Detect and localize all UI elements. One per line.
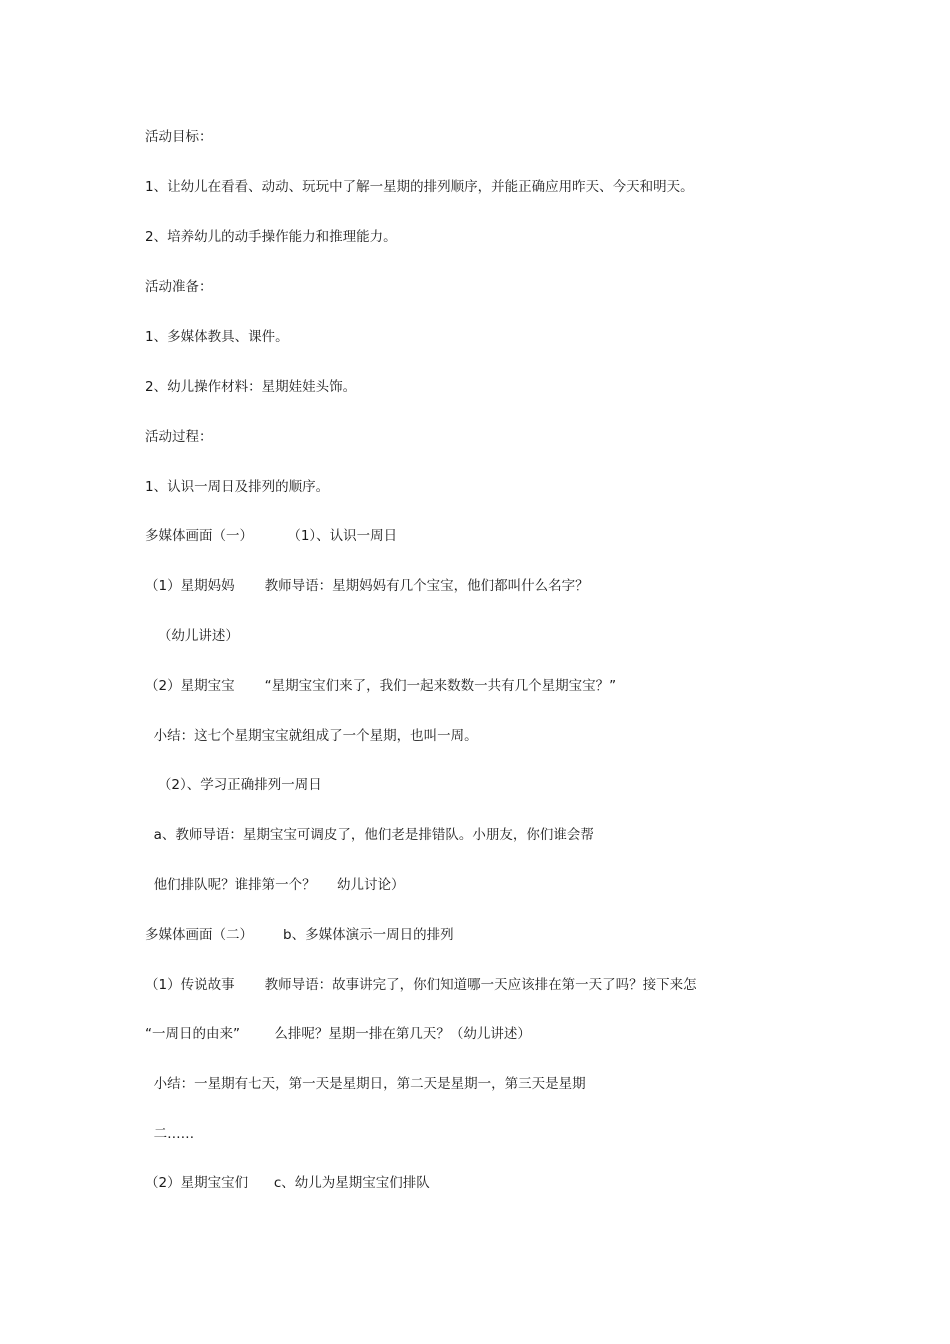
process-line: （1）传说故事 教师导语：故事讲完了，你们知道哪一天应该排在第一天了吗？接下来怎 bbox=[145, 977, 697, 993]
process-line: 小结：一星期有七天，第一天是星期日，第二天是星期一，第三天是星期 bbox=[145, 1076, 586, 1092]
goal-item-1: 1、让幼儿在看看、动动、玩玩中了解一星期的排列顺序，并能正确应用昨天、今天和明天。 bbox=[145, 179, 694, 195]
process-line: “一周日的由来” 么排呢？星期一排在第几天？（幼儿讲述） bbox=[145, 1026, 531, 1042]
process-line: 多媒体画面（二） b、多媒体演示一周日的排列 bbox=[145, 927, 454, 943]
preparation-item-1: 1、多媒体教具、课件。 bbox=[145, 329, 289, 345]
process-line: a、教师导语：星期宝宝可调皮了，他们老是排错队。小朋友，你们谁会帮 bbox=[145, 827, 594, 843]
preparation-item-2: 2、幼儿操作材料：星期娃娃头饰。 bbox=[145, 379, 357, 395]
process-line: （2）星期宝宝 “星期宝宝们来了，我们一起来数数一共有几个星期宝宝？” bbox=[145, 678, 617, 694]
process-line: （幼儿讲述） bbox=[145, 628, 239, 644]
heading-activity-preparation: 活动准备： bbox=[145, 279, 213, 295]
process-line: （2）星期宝宝们 c、幼儿为星期宝宝们排队 bbox=[145, 1175, 430, 1191]
process-line: 多媒体画面（一） （1）、认识一周日 bbox=[145, 528, 398, 544]
process-line: 二…… bbox=[145, 1126, 195, 1142]
heading-activity-goals: 活动目标： bbox=[145, 129, 213, 145]
process-line: 小结：这七个星期宝宝就组成了一个星期，也叫一周。 bbox=[145, 728, 478, 744]
process-line: （2）、学习正确排列一周日 bbox=[145, 777, 322, 793]
process-step-1: 1、认识一周日及排列的顺序。 bbox=[145, 479, 330, 495]
process-line: （1）星期妈妈 教师导语：星期妈妈有几个宝宝，他们都叫什么名字？ bbox=[145, 578, 589, 594]
goal-item-2: 2、培养幼儿的动手操作能力和推理能力。 bbox=[145, 229, 397, 245]
heading-activity-process: 活动过程： bbox=[145, 429, 213, 445]
process-line: 他们排队呢？谁排第一个？ 幼儿讨论） bbox=[145, 877, 405, 893]
